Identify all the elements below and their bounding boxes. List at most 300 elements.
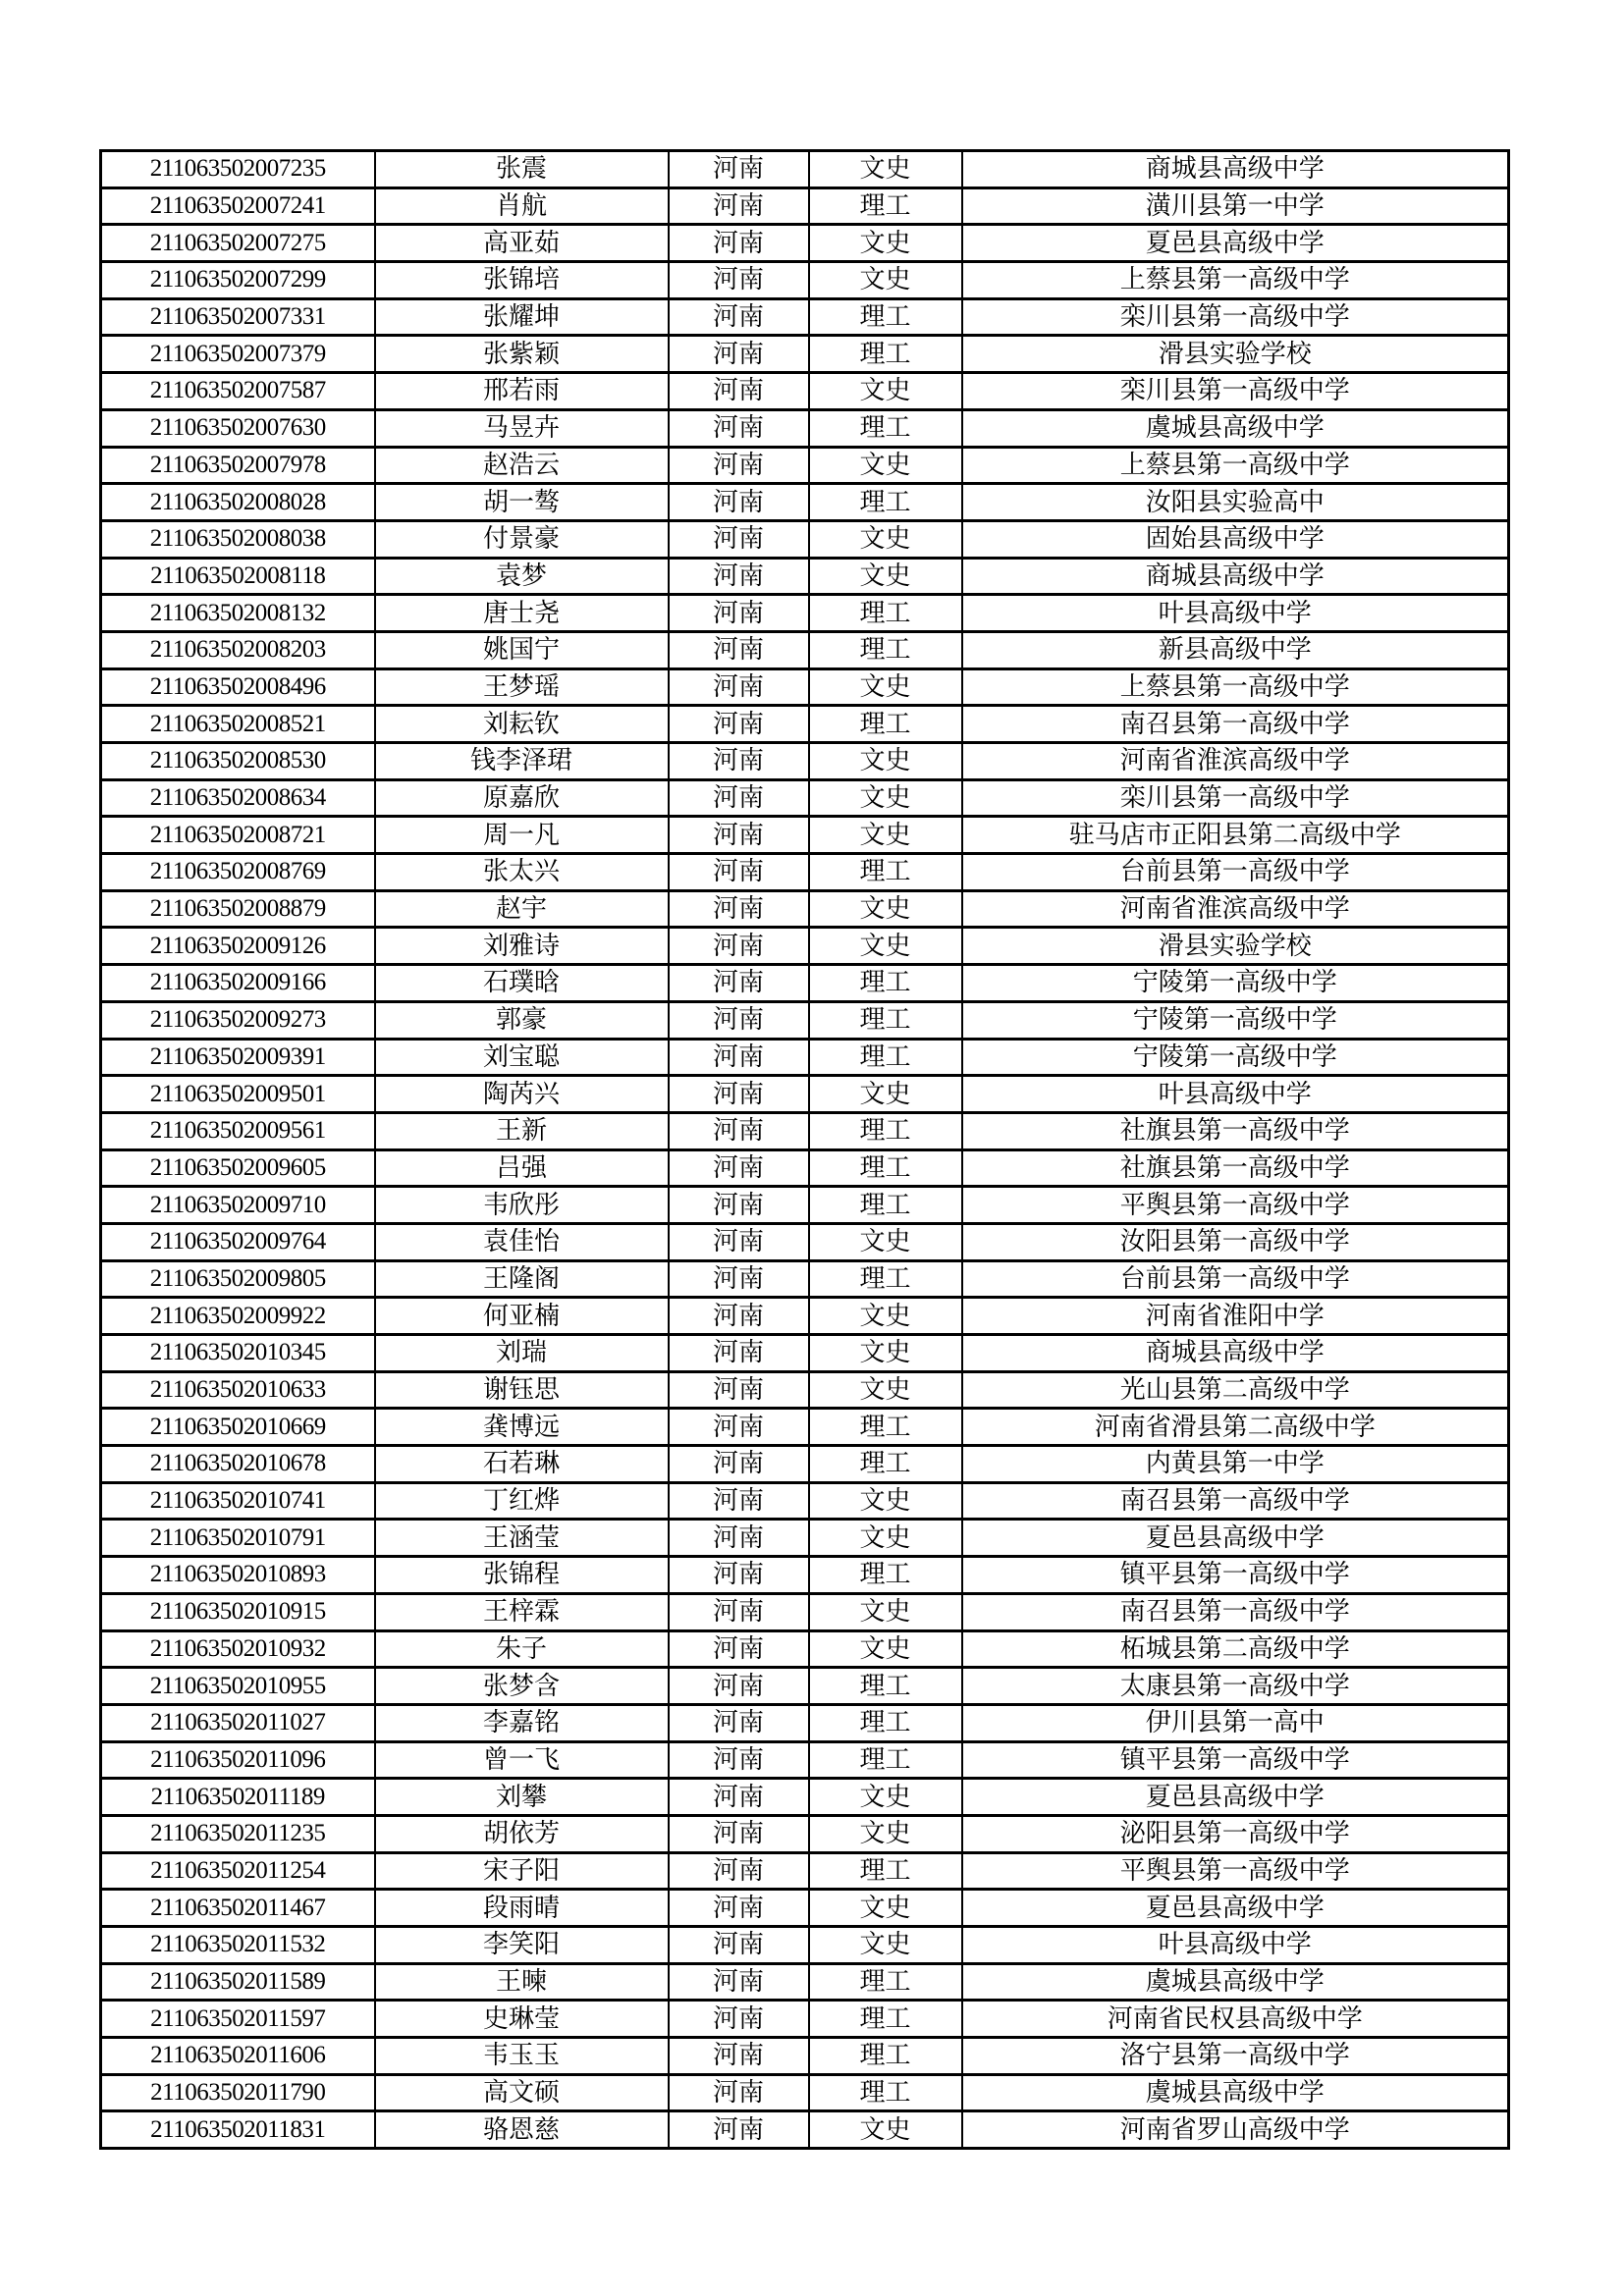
name-cell: 张锦培 — [375, 262, 669, 299]
school-cell: 河南省滑县第二高级中学 — [962, 1409, 1509, 1446]
candidate-id-cell: 211063502007331 — [101, 298, 375, 336]
table-row — [101, 409, 1509, 447]
province-cell: 河南 — [669, 447, 809, 484]
province-cell: 河南 — [669, 1076, 809, 1113]
province-cell: 河南 — [669, 1852, 809, 1890]
subject-cell: 理工 — [809, 187, 962, 225]
table-row — [101, 1815, 1509, 1852]
table-row — [101, 484, 1509, 521]
province-cell: 河南 — [669, 187, 809, 225]
province-cell: 河南 — [669, 595, 809, 632]
candidate-id-cell: 211063502009605 — [101, 1149, 375, 1187]
name-cell: 周一凡 — [375, 817, 669, 854]
subject-cell: 文史 — [809, 151, 962, 188]
school-cell: 镇平县第一高级中学 — [962, 1741, 1509, 1779]
province-cell: 河南 — [669, 1446, 809, 1483]
province-cell: 河南 — [669, 1520, 809, 1557]
school-cell: 叶县高级中学 — [962, 595, 1509, 632]
name-cell: 张耀坤 — [375, 298, 669, 336]
name-cell: 谢钰思 — [375, 1371, 669, 1409]
school-cell: 夏邑县高级中学 — [962, 1520, 1509, 1557]
school-cell: 社旗县第一高级中学 — [962, 1149, 1509, 1187]
table-row — [101, 965, 1509, 1002]
name-cell: 王新 — [375, 1112, 669, 1149]
candidate-id-cell: 211063502008118 — [101, 558, 375, 595]
subject-cell: 文史 — [809, 447, 962, 484]
subject-cell: 理工 — [809, 484, 962, 521]
province-cell: 河南 — [669, 1630, 809, 1668]
candidate-id-cell: 211063502008038 — [101, 520, 375, 558]
candidate-id-cell: 211063502010669 — [101, 1409, 375, 1446]
school-cell: 栾川县第一高级中学 — [962, 298, 1509, 336]
name-cell: 张震 — [375, 151, 669, 188]
candidate-id-cell: 211063502009805 — [101, 1260, 375, 1298]
subject-cell: 文史 — [809, 817, 962, 854]
candidate-id-cell: 211063502010791 — [101, 1520, 375, 1557]
school-cell: 洛宁县第一高级中学 — [962, 2038, 1509, 2075]
candidate-id-cell: 211063502011027 — [101, 1704, 375, 1741]
name-cell: 王隆阁 — [375, 1260, 669, 1298]
school-cell: 伊川县第一高中 — [962, 1704, 1509, 1741]
province-cell: 河南 — [669, 1557, 809, 1594]
province-cell: 河南 — [669, 225, 809, 262]
candidate-id-cell: 211063502008132 — [101, 595, 375, 632]
student-list-table — [99, 149, 1510, 2150]
subject-cell: 理工 — [809, 1112, 962, 1149]
school-cell: 汝阳县实验高中 — [962, 484, 1509, 521]
subject-cell: 文史 — [809, 928, 962, 965]
candidate-id-cell: 211063502007978 — [101, 447, 375, 484]
province-cell: 河南 — [669, 743, 809, 780]
candidate-id-cell: 211063502009501 — [101, 1076, 375, 1113]
subject-cell: 理工 — [809, 336, 962, 373]
province-cell: 河南 — [669, 1039, 809, 1076]
name-cell: 段雨晴 — [375, 1890, 669, 1927]
name-cell: 原嘉欣 — [375, 779, 669, 817]
name-cell: 龚博远 — [375, 1409, 669, 1446]
name-cell: 王梓霖 — [375, 1593, 669, 1630]
table-row — [101, 779, 1509, 817]
candidate-id-cell: 211063502007630 — [101, 409, 375, 447]
table-row — [101, 854, 1509, 891]
subject-cell: 理工 — [809, 2038, 962, 2075]
subject-cell: 理工 — [809, 1704, 962, 1741]
school-cell: 泌阳县第一高级中学 — [962, 1815, 1509, 1852]
table-row — [101, 1593, 1509, 1630]
subject-cell: 理工 — [809, 631, 962, 668]
school-cell: 社旗县第一高级中学 — [962, 1112, 1509, 1149]
name-cell: 刘耘钦 — [375, 706, 669, 743]
candidate-id-cell: 211063502009710 — [101, 1187, 375, 1224]
school-cell: 河南省淮滨高级中学 — [962, 890, 1509, 928]
name-cell: 胡依芳 — [375, 1815, 669, 1852]
subject-cell: 文史 — [809, 2111, 962, 2149]
subject-cell: 文史 — [809, 1815, 962, 1852]
table-row — [101, 1520, 1509, 1557]
province-cell: 河南 — [669, 558, 809, 595]
name-cell: 刘攀 — [375, 1779, 669, 1816]
school-cell: 上蔡县第一高级中学 — [962, 668, 1509, 706]
province-cell: 河南 — [669, 1779, 809, 1816]
subject-cell: 文史 — [809, 558, 962, 595]
name-cell: 王涵莹 — [375, 1520, 669, 1557]
subject-cell: 理工 — [809, 298, 962, 336]
table-row — [101, 631, 1509, 668]
school-cell: 夏邑县高级中学 — [962, 1779, 1509, 1816]
subject-cell: 文史 — [809, 225, 962, 262]
province-cell: 河南 — [669, 298, 809, 336]
candidate-id-cell: 211063502009391 — [101, 1039, 375, 1076]
candidate-id-cell: 211063502009126 — [101, 928, 375, 965]
province-cell: 河南 — [669, 1815, 809, 1852]
school-cell: 潢川县第一中学 — [962, 187, 1509, 225]
school-cell: 栾川县第一高级中学 — [962, 373, 1509, 410]
candidate-id-cell: 211063502011096 — [101, 1741, 375, 1779]
school-cell: 台前县第一高级中学 — [962, 1260, 1509, 1298]
school-cell: 驻马店市正阳县第二高级中学 — [962, 817, 1509, 854]
subject-cell: 文史 — [809, 1927, 962, 1964]
province-cell: 河南 — [669, 817, 809, 854]
candidate-id-cell: 211063502008496 — [101, 668, 375, 706]
name-cell: 丁红烨 — [375, 1482, 669, 1520]
province-cell: 河南 — [669, 668, 809, 706]
subject-cell: 文史 — [809, 1890, 962, 1927]
school-cell: 虞城县高级中学 — [962, 2074, 1509, 2111]
school-cell: 宁陵第一高级中学 — [962, 965, 1509, 1002]
province-cell: 河南 — [669, 151, 809, 188]
name-cell: 李嘉铭 — [375, 1704, 669, 1741]
table-row — [101, 447, 1509, 484]
name-cell: 张锦程 — [375, 1557, 669, 1594]
candidate-id-cell: 211063502009166 — [101, 965, 375, 1002]
candidate-id-cell: 211063502010893 — [101, 1557, 375, 1594]
candidate-id-cell: 211063502008203 — [101, 631, 375, 668]
candidate-id-cell: 211063502011235 — [101, 1815, 375, 1852]
name-cell: 高亚茹 — [375, 225, 669, 262]
subject-cell: 文史 — [809, 1223, 962, 1260]
candidate-id-cell: 211063502010932 — [101, 1630, 375, 1668]
name-cell: 史琳莹 — [375, 2001, 669, 2038]
province-cell: 河南 — [669, 1668, 809, 1705]
candidate-id-cell: 211063502010633 — [101, 1371, 375, 1409]
name-cell: 石璞晗 — [375, 965, 669, 1002]
table-row — [101, 336, 1509, 373]
province-cell: 河南 — [669, 890, 809, 928]
name-cell: 张梦含 — [375, 1668, 669, 1705]
table-row — [101, 1223, 1509, 1260]
table-row — [101, 890, 1509, 928]
table-row — [101, 373, 1509, 410]
province-cell: 河南 — [669, 409, 809, 447]
candidate-id-cell: 211063502007299 — [101, 262, 375, 299]
subject-cell: 文史 — [809, 743, 962, 780]
school-cell: 镇平县第一高级中学 — [962, 1557, 1509, 1594]
name-cell: 赵宇 — [375, 890, 669, 928]
province-cell: 河南 — [669, 1187, 809, 1224]
school-cell: 栾川县第一高级中学 — [962, 779, 1509, 817]
table-row — [101, 187, 1509, 225]
province-cell: 河南 — [669, 1001, 809, 1039]
name-cell: 宋子阳 — [375, 1852, 669, 1890]
subject-cell: 理工 — [809, 1149, 962, 1187]
candidate-id-cell: 211063502008769 — [101, 854, 375, 891]
name-cell: 邢若雨 — [375, 373, 669, 410]
table-row — [101, 2001, 1509, 2038]
province-cell: 河南 — [669, 1298, 809, 1335]
province-cell: 河南 — [669, 706, 809, 743]
name-cell: 高文硕 — [375, 2074, 669, 2111]
subject-cell: 理工 — [809, 1852, 962, 1890]
name-cell: 付景豪 — [375, 520, 669, 558]
candidate-id-cell: 211063502010915 — [101, 1593, 375, 1630]
subject-cell: 文史 — [809, 1593, 962, 1630]
table-body — [101, 151, 1509, 2149]
candidate-id-cell: 211063502007235 — [101, 151, 375, 188]
table-row — [101, 1149, 1509, 1187]
school-cell: 柘城县第二高级中学 — [962, 1630, 1509, 1668]
province-cell: 河南 — [669, 484, 809, 521]
name-cell: 石若琳 — [375, 1446, 669, 1483]
name-cell: 肖航 — [375, 187, 669, 225]
subject-cell: 文史 — [809, 520, 962, 558]
table-row — [101, 1557, 1509, 1594]
table-row — [101, 1668, 1509, 1705]
table-row — [101, 1446, 1509, 1483]
province-cell: 河南 — [669, 1409, 809, 1446]
province-cell: 河南 — [669, 1335, 809, 1372]
subject-cell: 理工 — [809, 2001, 962, 2038]
table-row — [101, 1890, 1509, 1927]
province-cell: 河南 — [669, 631, 809, 668]
name-cell: 张太兴 — [375, 854, 669, 891]
name-cell: 曾一飞 — [375, 1741, 669, 1779]
province-cell: 河南 — [669, 2001, 809, 2038]
candidate-id-cell: 211063502008721 — [101, 817, 375, 854]
table-row — [101, 2074, 1509, 2111]
subject-cell: 文史 — [809, 668, 962, 706]
subject-cell: 文史 — [809, 890, 962, 928]
school-cell: 商城县高级中学 — [962, 1335, 1509, 1372]
table-row — [101, 2038, 1509, 2075]
subject-cell: 文史 — [809, 1298, 962, 1335]
name-cell: 姚国宁 — [375, 631, 669, 668]
candidate-id-cell: 211063502010955 — [101, 1668, 375, 1705]
subject-cell: 理工 — [809, 595, 962, 632]
subject-cell: 理工 — [809, 1446, 962, 1483]
candidate-id-cell: 211063502010345 — [101, 1335, 375, 1372]
subject-cell: 理工 — [809, 1557, 962, 1594]
table-row — [101, 558, 1509, 595]
subject-cell: 理工 — [809, 1001, 962, 1039]
candidate-id-cell: 211063502011597 — [101, 2001, 375, 2038]
candidate-id-cell: 211063502007241 — [101, 187, 375, 225]
province-cell: 河南 — [669, 1890, 809, 1927]
table-row — [101, 1187, 1509, 1224]
candidate-id-cell: 211063502009922 — [101, 1298, 375, 1335]
table-row — [101, 1039, 1509, 1076]
school-cell: 河南省淮阳中学 — [962, 1298, 1509, 1335]
subject-cell: 文史 — [809, 1779, 962, 1816]
name-cell: 袁梦 — [375, 558, 669, 595]
school-cell: 河南省罗山高级中学 — [962, 2111, 1509, 2149]
school-cell: 平舆县第一高级中学 — [962, 1852, 1509, 1890]
school-cell: 叶县高级中学 — [962, 1927, 1509, 1964]
subject-cell: 文史 — [809, 1520, 962, 1557]
province-cell: 河南 — [669, 1223, 809, 1260]
province-cell: 河南 — [669, 854, 809, 891]
candidate-id-cell: 211063502008634 — [101, 779, 375, 817]
table-row — [101, 817, 1509, 854]
table-row — [101, 668, 1509, 706]
school-cell: 平舆县第一高级中学 — [962, 1187, 1509, 1224]
name-cell: 陶芮兴 — [375, 1076, 669, 1113]
subject-cell: 理工 — [809, 1963, 962, 2001]
table-row — [101, 1076, 1509, 1113]
subject-cell: 理工 — [809, 706, 962, 743]
table-row — [101, 1001, 1509, 1039]
name-cell: 骆恩慈 — [375, 2111, 669, 2149]
candidate-id-cell: 211063502011467 — [101, 1890, 375, 1927]
province-cell: 河南 — [669, 1741, 809, 1779]
school-cell: 南召县第一高级中学 — [962, 1593, 1509, 1630]
subject-cell: 文史 — [809, 1076, 962, 1113]
subject-cell: 理工 — [809, 1668, 962, 1705]
school-cell: 汝阳县第一高级中学 — [962, 1223, 1509, 1260]
table-row — [101, 1704, 1509, 1741]
name-cell: 王暕 — [375, 1963, 669, 2001]
school-cell: 上蔡县第一高级中学 — [962, 262, 1509, 299]
table-row — [101, 1260, 1509, 1298]
candidate-id-cell: 211063502007587 — [101, 373, 375, 410]
province-cell: 河南 — [669, 1927, 809, 1964]
subject-cell: 理工 — [809, 1187, 962, 1224]
name-cell: 刘雅诗 — [375, 928, 669, 965]
table-row — [101, 2111, 1509, 2149]
school-cell: 叶县高级中学 — [962, 1076, 1509, 1113]
province-cell: 河南 — [669, 1112, 809, 1149]
subject-cell: 文史 — [809, 1630, 962, 1668]
subject-cell: 理工 — [809, 2074, 962, 2111]
subject-cell: 理工 — [809, 1260, 962, 1298]
candidate-id-cell: 211063502011589 — [101, 1963, 375, 2001]
candidate-id-cell: 211063502011831 — [101, 2111, 375, 2149]
school-cell: 商城县高级中学 — [962, 558, 1509, 595]
province-cell: 河南 — [669, 1593, 809, 1630]
school-cell: 商城县高级中学 — [962, 151, 1509, 188]
candidate-id-cell: 211063502009561 — [101, 1112, 375, 1149]
province-cell: 河南 — [669, 262, 809, 299]
candidate-id-cell: 211063502009764 — [101, 1223, 375, 1260]
province-cell: 河南 — [669, 2111, 809, 2149]
province-cell: 河南 — [669, 779, 809, 817]
table-row — [101, 1852, 1509, 1890]
table-row — [101, 1963, 1509, 2001]
name-cell: 袁佳怡 — [375, 1223, 669, 1260]
school-cell: 宁陵第一高级中学 — [962, 1039, 1509, 1076]
table-row — [101, 1298, 1509, 1335]
province-cell: 河南 — [669, 965, 809, 1002]
table-row — [101, 1335, 1509, 1372]
school-cell: 固始县高级中学 — [962, 520, 1509, 558]
table-row — [101, 706, 1509, 743]
subject-cell: 文史 — [809, 373, 962, 410]
table-row — [101, 1630, 1509, 1668]
table-row — [101, 1741, 1509, 1779]
name-cell: 韦欣彤 — [375, 1187, 669, 1224]
school-cell: 河南省淮滨高级中学 — [962, 743, 1509, 780]
province-cell: 河南 — [669, 1963, 809, 2001]
candidate-id-cell: 211063502008530 — [101, 743, 375, 780]
province-cell: 河南 — [669, 928, 809, 965]
school-cell: 宁陵第一高级中学 — [962, 1001, 1509, 1039]
name-cell: 刘瑞 — [375, 1335, 669, 1372]
subject-cell: 文史 — [809, 779, 962, 817]
subject-cell: 文史 — [809, 1482, 962, 1520]
table-row — [101, 1409, 1509, 1446]
name-cell: 赵浩云 — [375, 447, 669, 484]
table-row — [101, 743, 1509, 780]
name-cell: 吕强 — [375, 1149, 669, 1187]
province-cell: 河南 — [669, 1482, 809, 1520]
school-cell: 太康县第一高级中学 — [962, 1668, 1509, 1705]
school-cell: 夏邑县高级中学 — [962, 1890, 1509, 1927]
province-cell: 河南 — [669, 1371, 809, 1409]
subject-cell: 文史 — [809, 1335, 962, 1372]
name-cell: 朱子 — [375, 1630, 669, 1668]
table-row — [101, 151, 1509, 188]
name-cell: 王梦瑶 — [375, 668, 669, 706]
name-cell: 何亚楠 — [375, 1298, 669, 1335]
province-cell: 河南 — [669, 520, 809, 558]
candidate-id-cell: 211063502008879 — [101, 890, 375, 928]
table-row — [101, 520, 1509, 558]
school-cell: 夏邑县高级中学 — [962, 225, 1509, 262]
subject-cell: 文史 — [809, 262, 962, 299]
candidate-id-cell: 211063502009273 — [101, 1001, 375, 1039]
province-cell: 河南 — [669, 373, 809, 410]
school-cell: 虞城县高级中学 — [962, 1963, 1509, 2001]
province-cell: 河南 — [669, 1704, 809, 1741]
school-cell: 新县高级中学 — [962, 631, 1509, 668]
candidate-id-cell: 211063502011606 — [101, 2038, 375, 2075]
candidate-id-cell: 211063502011532 — [101, 1927, 375, 1964]
name-cell: 钱李泽珺 — [375, 743, 669, 780]
candidate-id-cell: 211063502007275 — [101, 225, 375, 262]
candidate-id-cell: 211063502008028 — [101, 484, 375, 521]
school-cell: 虞城县高级中学 — [962, 409, 1509, 447]
table-row — [101, 595, 1509, 632]
name-cell: 胡一骜 — [375, 484, 669, 521]
subject-cell: 理工 — [809, 965, 962, 1002]
candidate-id-cell: 211063502011189 — [101, 1779, 375, 1816]
table-row — [101, 298, 1509, 336]
table-row — [101, 1927, 1509, 1964]
candidate-id-cell: 211063502011790 — [101, 2074, 375, 2111]
subject-cell: 理工 — [809, 1741, 962, 1779]
school-cell: 上蔡县第一高级中学 — [962, 447, 1509, 484]
table-row — [101, 1112, 1509, 1149]
table-row — [101, 225, 1509, 262]
table-row — [101, 1779, 1509, 1816]
province-cell: 河南 — [669, 336, 809, 373]
name-cell: 唐士尧 — [375, 595, 669, 632]
name-cell: 刘宝聪 — [375, 1039, 669, 1076]
name-cell: 马昱卉 — [375, 409, 669, 447]
subject-cell: 理工 — [809, 409, 962, 447]
table-row — [101, 1482, 1509, 1520]
subject-cell: 理工 — [809, 1039, 962, 1076]
candidate-id-cell: 211063502010741 — [101, 1482, 375, 1520]
